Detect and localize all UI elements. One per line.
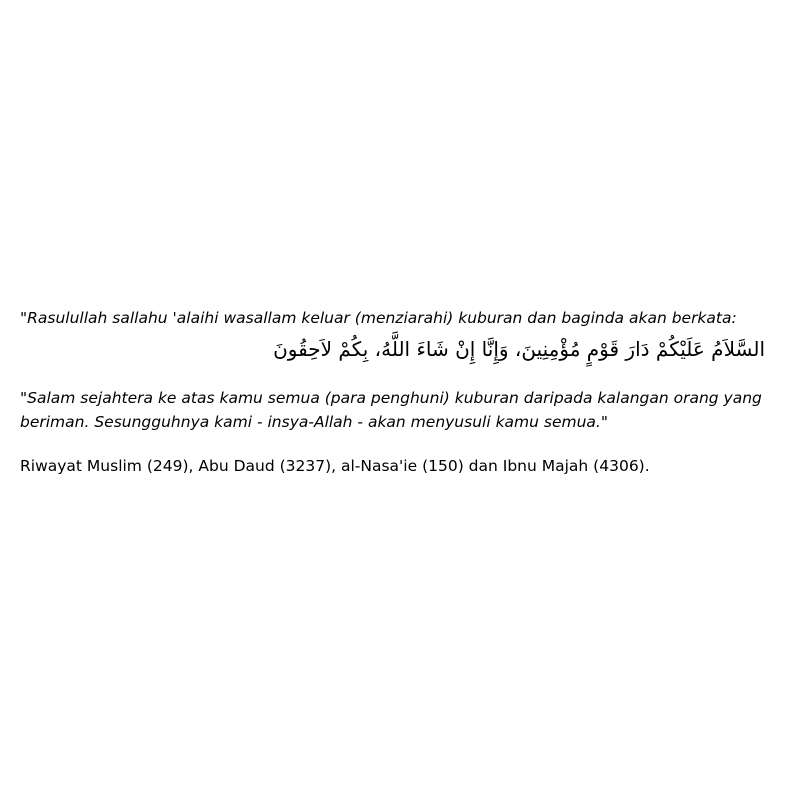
intro-text: "Rasulullah sallahu 'alaihi wasallam keluar (menziarahi) kuburan dan baginda akan berkata:	[20, 309, 737, 327]
citation-text: Riwayat Muslim (249), Abu Daud (3237), al-Nasa'ie (150) dan Ibnu Majah (4306).	[20, 457, 650, 475]
hadith-text-block	[20, 306, 765, 478]
arabic-text: السَّلاَمُ عَلَيْكُمْ دَارَ قَوْمٍ مُؤْمِنِينَ، وَإِنَّا إِنْ شَاءَ اللَّهُ، بِكُمْ لاَحِقُونَ	[273, 337, 765, 361]
translation-text: "Salam sejahtera ke atas kamu semua (para penghuni) kuburan daripada kalangan orang yang beriman. Sesungguhnya kami - insya-Allah - akan menyusuli kamu semua."	[20, 389, 762, 431]
